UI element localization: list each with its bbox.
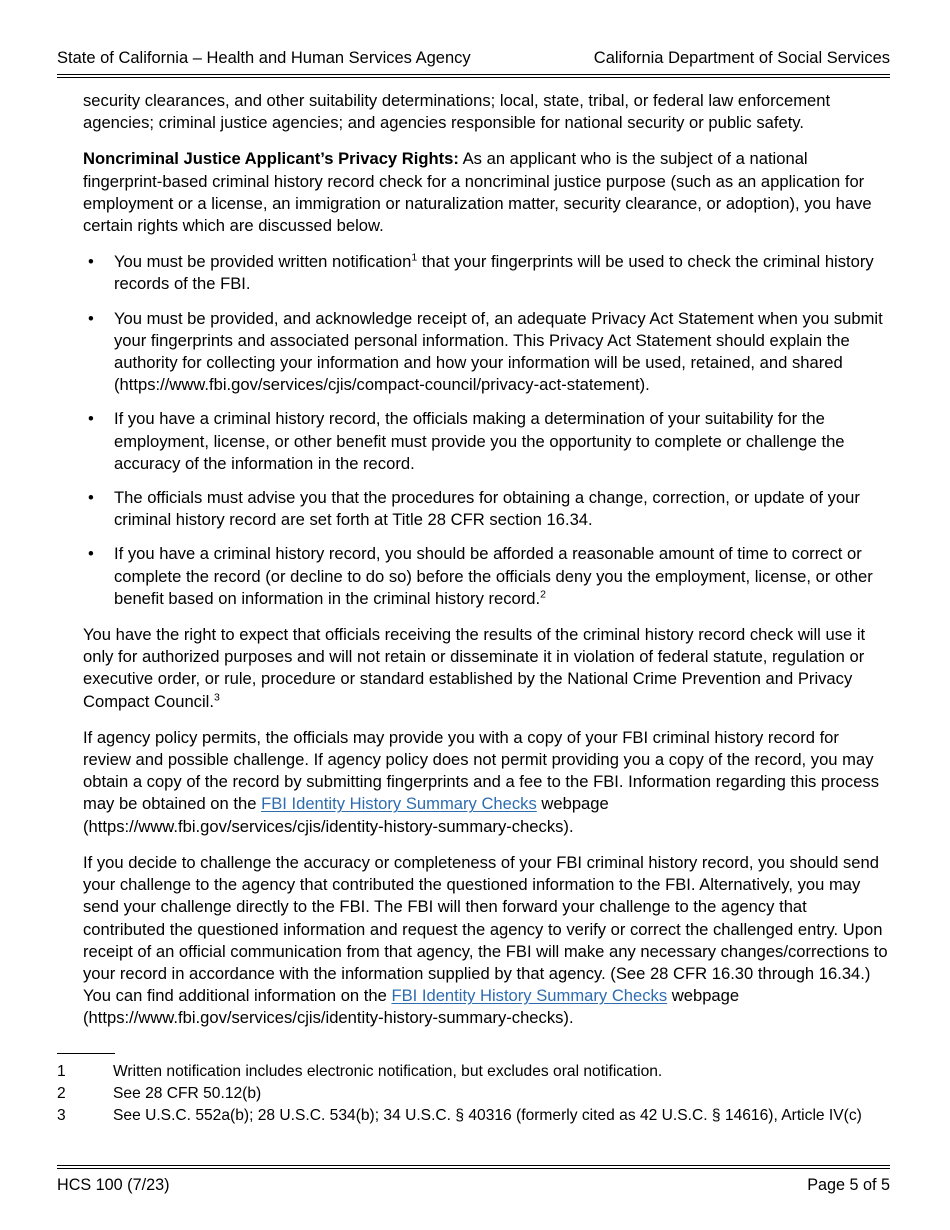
footnote-ref-2: 2 [540,588,546,601]
list-item [83,543,890,610]
footnote-ref-3: 3 [213,691,220,704]
list-item-text: If you have a criminal history record, the officials making a determination of your suitability for the employment, license, or other benefit must provide you the opportunity to complete or challenge the accuracy of the information in the record. [114,409,845,473]
footnote-separator-rule [57,1053,115,1054]
bullet-icon: • [88,308,94,328]
paragraph-continuation: security clearances, and other suitability determinations; local, state, tribal, or federal law enforcement agencies; criminal justice agencies; and agencies responsible for national security or public safety. [83,91,831,133]
footnote-text: See U.S.C. 552a(b); 28 U.S.C. 534(b); 34 U.S.C. § 40316 (formerly cited as 42 U.S.C. § 14616), Article IV(c) [113,1107,862,1124]
footnote-number: 3 [57,1107,66,1124]
list-item-text: The officials must advise you that the procedures for obtaining a change, correction, or update of your criminal history record are set forth at Title 28 CFR section 16.34. [114,488,860,530]
rights-bullet-list [83,251,890,610]
header-agency-left: State of California – Health and Human Services Agency [57,49,471,67]
bullet-icon: • [88,544,94,564]
list-item [83,487,890,531]
paragraph-record-copy-text-after: webpage (https://www.fbi.gov/services/cjis/identity-history-summary-checks). [83,794,609,836]
paragraph-challenge-text-before: If you decide to challenge the accuracy or completeness of your FBI criminal history record, you should send your challenge to the agency that contributed the questioned information to the FBI. Alternatively, you may send your challenge directly to the FBI. The FBI will then forward your challenge to the agency that contributed the questioned information and request the agency to verify or correct the challenged entry. Upon receipt of an official communication from that agency, the FBI will make any necessary changes/corrections to your record in accordance with the information supplied by that agency. (See 28 CFR 16.30 through 16.34.) You can find additional information on the [83,852,888,1006]
list-item-text-cont: that your fingerprints will be used to check the criminal history records of the FBI. [114,252,874,294]
footnote-number: 2 [57,1085,66,1102]
list-item [83,308,890,397]
footer-divider-rule [57,1165,890,1169]
list-item [83,251,890,295]
paragraph-challenge-text-after: webpage (https://www.fbi.gov/services/cjis/identity-history-summary-checks). [83,986,740,1028]
paragraph-record-copy [83,727,890,838]
list-item-text: If you have a criminal history record, you should be afforded a reasonable amount of time to correct or complete the record (or decline to do so) before the officials deny you the employment, license, or other benefit based on information in the criminal history record. [114,544,873,608]
bullet-icon: • [88,409,94,429]
paragraph-privacy-rights [83,148,890,237]
footnote-item [57,1061,890,1082]
footnote-ref-1: 1 [411,251,418,264]
footnote-item [57,1083,890,1104]
privacy-rights-heading: Noncriminal Justice Applicant’s Privacy Rights: [83,149,459,169]
paragraph-challenge-process [83,852,890,1030]
document-body [83,90,890,1044]
page-footer [57,1175,890,1195]
footnote-item [57,1105,890,1126]
header-divider-rule [57,74,890,78]
bullet-icon: • [88,488,94,508]
header-agency-right: California Department of Social Services [593,49,890,67]
form-number: HCS 100 (7/23) [57,1176,170,1194]
page-header [57,48,890,68]
privacy-rights-text: As an applicant who is the subject of a national fingerprint-based criminal history record check for a noncriminal justice purpose (such as an application for employment or a license, an immigration or naturalization matter, security clearance, or adoption), you have certain rights which are discussed below. [83,149,872,236]
list-item [83,408,890,475]
footnote-text: See 28 CFR 50.12(b) [113,1085,262,1102]
paragraph-rights-expect [83,624,890,713]
paragraph-rights-expect-text: You have the right to expect that officials receiving the results of the criminal history record check will use it only for authorized purposes and will not retain or disseminate it in violation of federal statute, regulation or executive order, or rule, procedure or standard established by the National Crime Prevention and Privacy Compact Council. [83,625,866,711]
fbi-identity-history-summary-checks-link[interactable]: FBI Identity History Summary Checks [261,794,537,814]
fbi-identity-history-summary-checks-link-2[interactable]: FBI Identity History Summary Checks [391,986,668,1006]
bullet-icon: • [88,252,94,272]
footnotes-section [57,1053,890,1127]
list-item-text: You must be provided written notification [114,252,412,272]
list-item-text: You must be provided, and acknowledge receipt of, an adequate Privacy Act Statement when you submit your fingerprints and associated personal information. This Privacy Act Statement should explain the authority for collecting your information and how your information will be used, retained, and shared (https://www.fbi.gov/services/cjis/compact-council/privacy-act-statement). [114,308,883,395]
footnote-number: 1 [57,1063,66,1080]
footnote-text: Written notification includes electronic notification, but excludes oral notification. [113,1063,663,1080]
page-number: Page 5 of 5 [807,1176,890,1194]
paragraph-record-copy-text-before: If agency policy permits, the officials may provide you with a copy of your FBI criminal history record for review and possible challenge. If agency policy does not permit providing you a copy of the record, you may obtain a copy of the record by submitting fingerprints and a fee to the FBI. Information regarding this process may be obtained on the [83,727,880,814]
